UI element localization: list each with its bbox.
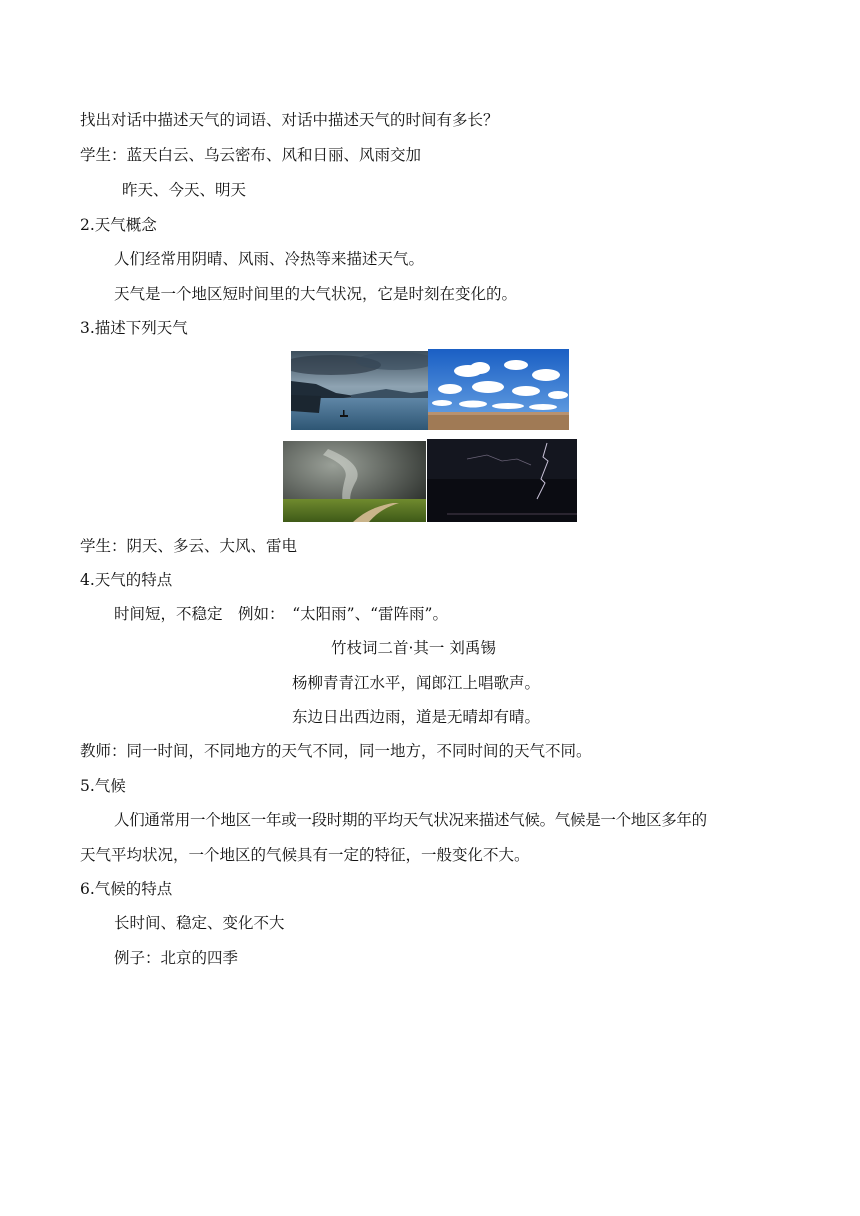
section-heading: 3.描述下列天气 [80, 319, 188, 337]
poem-line: 东边日出西边雨，道是无晴却有晴。 [292, 708, 541, 726]
teacher-remark: 教师：同一时间，不同地方的天气不同，同一地方，不同时间的天气不同。 [80, 742, 592, 760]
question-text: 找出对话中描述天气的词语、对话中描述天气的时间有多长？ [80, 111, 499, 129]
paragraph: 人们经常用阴晴、风雨、冷热等来描述天气。 [114, 250, 425, 268]
section-heading: 2.天气概念 [80, 216, 157, 234]
paragraph: 时间短，不稳定 例如： “太阳雨”、“雷阵雨”。 [114, 605, 448, 623]
paragraph: 例子：北京的四季 [114, 949, 239, 967]
paragraph: 人们通常用一个地区一年或一段时期的平均天气状况来描述气候。气候是一个地区多年的 [114, 811, 707, 829]
overcast-lake-image [291, 351, 428, 430]
poem-title: 竹枝词二首·其一 刘禹锡 [331, 639, 496, 657]
section-heading: 5.气候 [80, 777, 126, 795]
student-answer: 学生：阴天、多云、大风、雷电 [80, 537, 298, 555]
student-answer: 学生：蓝天白云、乌云密布、风和日丽、风雨交加 [80, 146, 422, 164]
paragraph: 天气是一个地区短时间里的大气状况，它是时刻在变化的。 [114, 285, 518, 303]
tornado-image [283, 441, 426, 522]
section-heading: 6.气候的特点 [80, 880, 173, 898]
paragraph: 长时间、稳定、变化不大 [114, 914, 285, 932]
poem-line: 杨柳青青江水平，闻郎江上唱歌声。 [292, 674, 541, 692]
blue-sky-clouds-image [428, 349, 569, 430]
paragraph-cont: 天气平均状况，一个地区的气候具有一定的特征，一般变化不大。 [80, 846, 530, 864]
lightning-image [427, 439, 577, 522]
section-heading: 4.天气的特点 [80, 571, 173, 589]
student-answer-cont: 昨天、今天、明天 [122, 181, 247, 199]
